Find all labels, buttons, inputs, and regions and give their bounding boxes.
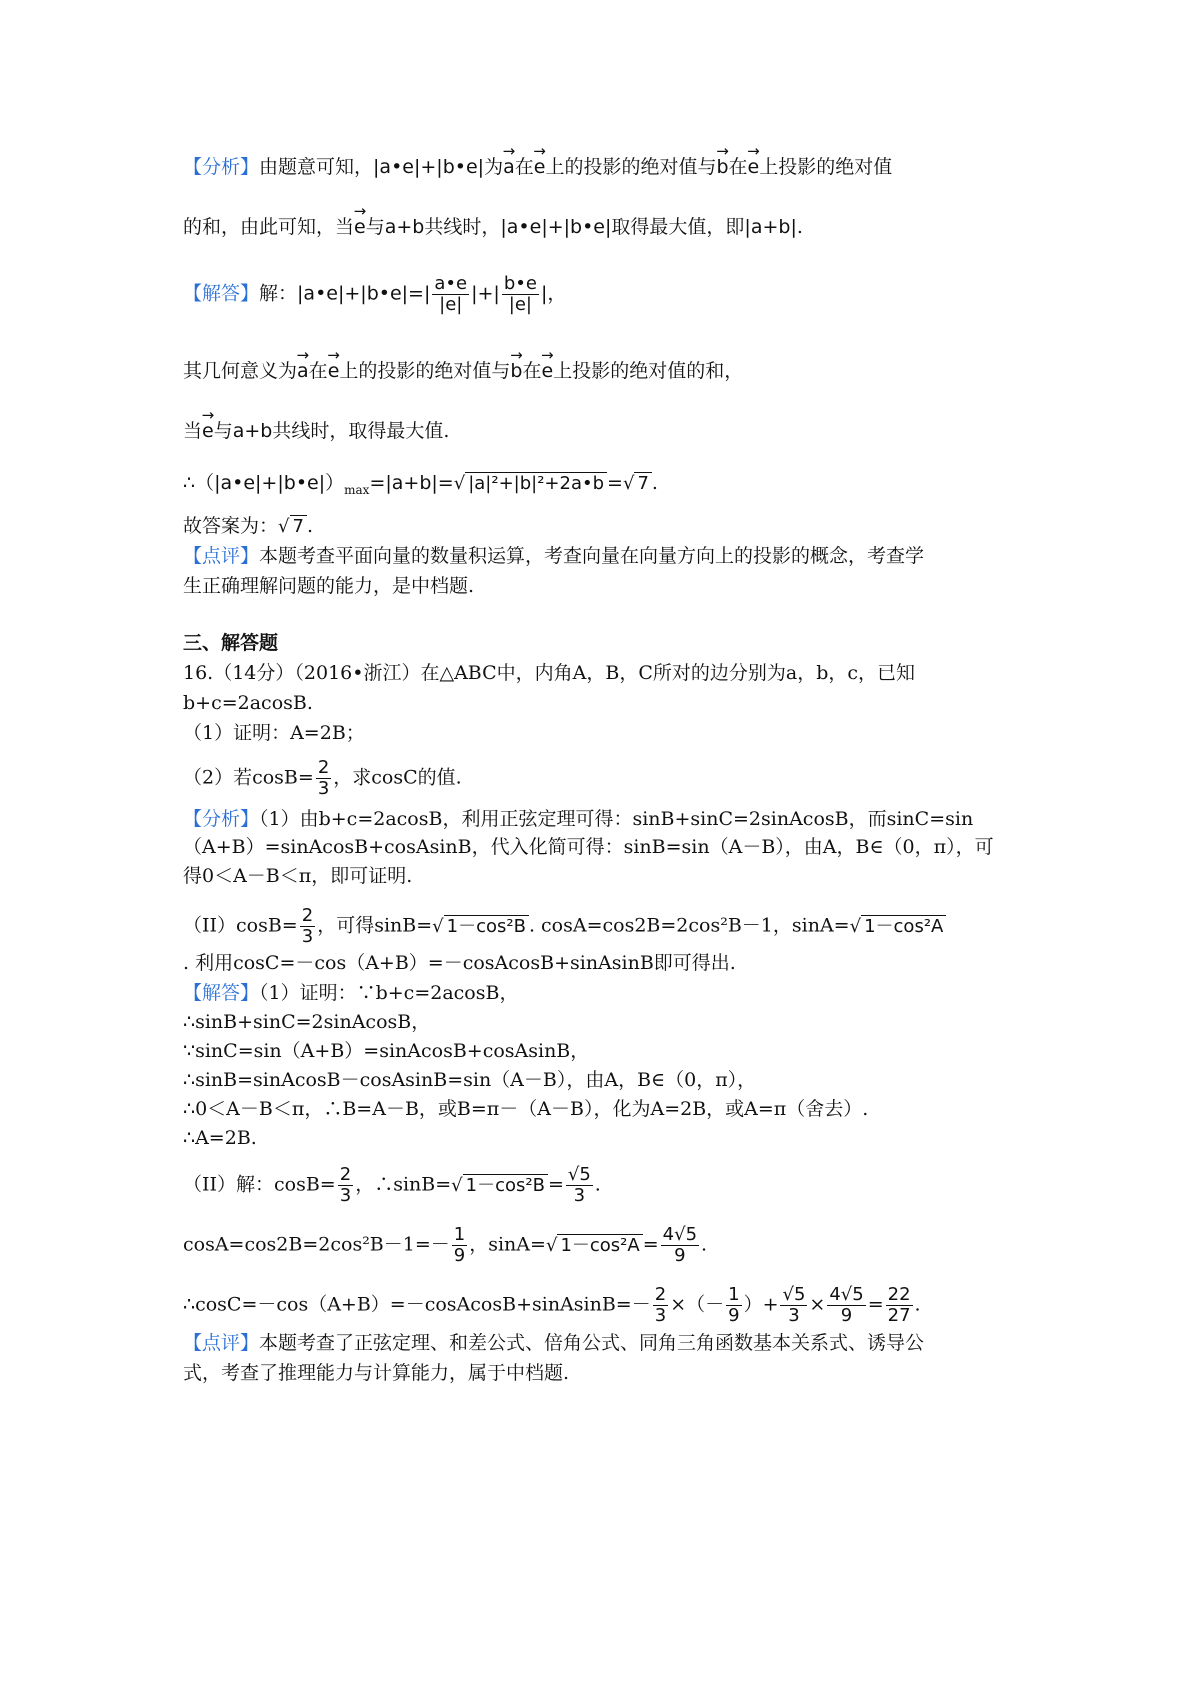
comment-tag: 【点评】 xyxy=(183,1332,260,1354)
fraction: $\frac{4√5}{9}$ xyxy=(829,1284,864,1326)
square-root: √ |a|²+|b|²+2a•b xyxy=(454,471,607,497)
vector-e: → e xyxy=(354,210,366,240)
vector-b: → b xyxy=(716,150,728,180)
analysis-line-2: 的和，由此可知，当→ e与a+b共线时，|a•e|+|b•e|取得最大值，即|a+b|. xyxy=(183,210,803,240)
solution2-line-8: cosA=cos2B=2cos²B－1=－ $\frac{1}{9}$ ，sinA=√ 1－cos²A = $\frac{4√5}{9}$ . xyxy=(183,1224,708,1266)
fraction: $\frac{2}{3}$ xyxy=(301,905,314,947)
fraction: $\frac{2}{3}$ xyxy=(339,1164,352,1206)
fraction: $\frac{4√5}{9}$ xyxy=(662,1224,698,1266)
square-root: √ 1－cos²B xyxy=(451,1173,548,1199)
vector-a: → a xyxy=(297,354,309,384)
solution-line-3: 当→ e与a+b共线时，取得最大值. xyxy=(183,414,449,444)
section-heading: 三、解答题 xyxy=(183,632,279,654)
answer-line: 故答案为：√ 7 . xyxy=(183,513,313,540)
square-root: √ 1－cos²A xyxy=(546,1233,643,1259)
analysis2-line-1: 【分析】（1）由b+c=2acosB，利用正弦定理可得：sinB+sinC=2sinAcosB，而sinC=sin xyxy=(183,808,974,830)
solution2-line-7: （II）解：cosB= $\frac{2}{3}$ ，∴sinB=√ 1－cos²B = $\frac{√5}{3}$ . xyxy=(183,1164,601,1206)
fraction: $\frac{√5}{3}$ xyxy=(782,1284,806,1326)
fraction: $\frac{1}{9}$ xyxy=(728,1284,740,1326)
math-expr: |a•e|+|b•e| xyxy=(500,216,612,238)
vector-b: → b xyxy=(510,354,522,384)
question-line-2: b+c=2acosB. xyxy=(183,692,313,714)
fraction: $\frac{b•e}{|e|}$ xyxy=(503,273,537,315)
analysis2-line-2: （A+B）=sinAcosB+cosAsinB，代入化简可得：sinB=sin（A－B），由A，B∈（0，π），可 xyxy=(183,836,994,858)
analysis-tag: 【分析】 xyxy=(183,808,260,830)
vector-e: → e xyxy=(748,150,760,180)
vector-a: → a xyxy=(503,150,515,180)
fraction: $\frac{a•e}{|e|}$ xyxy=(434,273,468,315)
square-root: √ 1－cos²B xyxy=(432,914,529,940)
math-expr: a+b xyxy=(232,420,273,442)
solution2-line-1: 【解答】（1）证明：∵b+c=2acosB， xyxy=(183,982,519,1004)
solution-line-2: 其几何意义为→ a在→ e上的投影的绝对值与→ b在→ e上投影的绝对值的和， xyxy=(183,354,743,384)
solution2-line-5: ∴0＜A－B＜π，∴B=A－B，或B=π－（A－B），化为A=2B，或A=π（舍去）. xyxy=(183,1098,869,1120)
vector-e: → e xyxy=(328,354,340,384)
square-root: √ 1－cos²A xyxy=(850,914,947,940)
question-part-2: （2）若cosB= $\frac{2}{3}$ ，求cosC的值. xyxy=(183,757,462,799)
fraction: $\frac{2}{3}$ xyxy=(654,1284,667,1326)
square-root: √ 7 xyxy=(278,514,307,540)
math-expr: |a+b| xyxy=(744,216,797,238)
solution-tag: 【解答】 xyxy=(183,282,260,305)
solution-line-4: $\therefore(|a•e|+|b•e|)_{max}=|a+b|=√$ |a|²+|b|²+2a•b =√ 7 . xyxy=(183,472,658,497)
fraction: $\frac{√5}{3}$ xyxy=(567,1164,591,1206)
vector-e: → e xyxy=(534,150,546,180)
question-line-1: 16.（14分）（2016•浙江）在△ABC中，内角A，B，C所对的边分别为a，b，c，已知 xyxy=(183,662,915,684)
comment2-line-1: 【点评】本题考查了正弦定理、和差公式、倍角公式、同角三角函数基本关系式、诱导公 xyxy=(183,1332,925,1354)
analysis-line-1: 【分析】由题意可知，|a•e|+|b•e|为→ a在→ e上的投影的绝对值与→ b在→ e上投影的绝对值 xyxy=(183,150,892,180)
solution2-line-4: ∴sinB=sinAcosB－cosAsinB=sin（A－B），由A，B∈（0，π）， xyxy=(183,1069,757,1091)
analysis2-line-4: （II）cosB= $\frac{2}{3}$ ，可得sinB=√ 1－cos²B . cosA=cos2B=2cos²B－1，sinA=√ 1－cos²A xyxy=(183,906,946,947)
fraction: $\frac{22}{27}$ xyxy=(887,1284,911,1326)
analysis-tag: 【分析】 xyxy=(183,156,260,178)
vector-e: → e xyxy=(541,354,553,384)
comment-line-1: 【点评】本题考查平面向量的数量积运算，考查向量在向量方向上的投影的概念，考查学 xyxy=(183,545,925,567)
solution2-line-9: ∴cosC=－cos（A+B）=－cosAcosB+sinAsinB=－ $\frac{2}{3}$ ×（－ $\frac{1}{9}$ ）+ $\frac{√5}{3}$ × $\frac{4√5}{9}$ = $\frac{22}{27}$ . xyxy=(183,1284,921,1326)
comment-line-2: 生正确理解问题的能力，是中档题. xyxy=(183,575,475,597)
analysis2-line-5: . 利用cosC=－cos（A+B）=－cosAcosB+sinAsinB即可得出. xyxy=(183,952,736,974)
square-root: √ 7 xyxy=(623,471,652,497)
comment-tag: 【点评】 xyxy=(183,545,260,567)
fraction: $\frac{2}{3}$ xyxy=(317,757,330,799)
question-part-1: （1）证明：A=2B； xyxy=(183,722,365,744)
vector-e: → e xyxy=(202,414,214,444)
solution2-line-2: ∴sinB+sinC=2sinAcosB， xyxy=(183,1011,431,1033)
solution-line-1: 【解答】解：|a•e|+|b•e|=| $\frac{a•e}{|e|}$ |+| $\frac{b•e}{|e|}$ |， xyxy=(183,273,567,315)
solution2-line-3: ∵sinC=sin（A+B）=sinAcosB+cosAsinB， xyxy=(183,1040,590,1062)
fraction: $\frac{1}{9}$ xyxy=(453,1224,466,1266)
math-expr: |a•e|+|b•e| xyxy=(373,156,485,178)
comment2-line-2: 式，考查了推理能力与计算能力，属于中档题. xyxy=(183,1362,570,1384)
math-expr: a+b xyxy=(384,216,425,238)
solution-tag: 【解答】 xyxy=(183,982,260,1004)
analysis2-line-3: 得0＜A－B＜π，即可证明. xyxy=(183,865,413,887)
solution2-line-6: ∴A=2B. xyxy=(183,1127,257,1149)
